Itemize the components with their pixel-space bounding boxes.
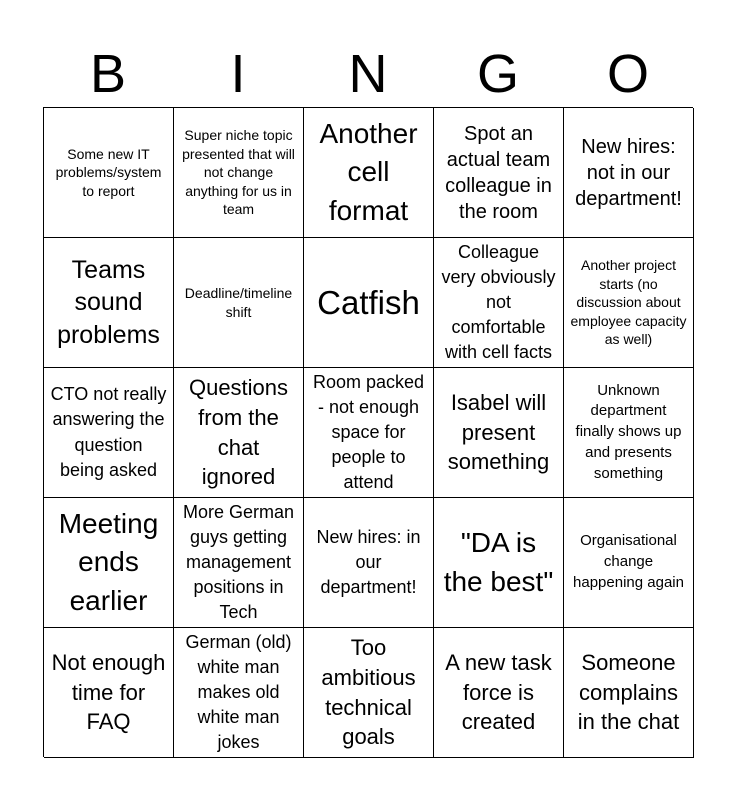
bingo-cell-text: Teams sound problems	[57, 255, 160, 349]
bingo-cell-text: Colleague very obviously not comfortable with cell facts	[441, 241, 556, 363]
bingo-cell-text: Meeting ends earlier	[58, 507, 159, 616]
bingo-cell-text: Room packed - not enough space for people to attend	[312, 371, 425, 493]
bingo-cell[interactable]	[434, 498, 564, 628]
bingo-cell[interactable]	[434, 238, 564, 368]
bingo-cell[interactable]	[174, 498, 304, 628]
bingo-cell-text: Unknown department finally shows up and presents something	[575, 381, 682, 482]
bingo-cell[interactable]	[434, 368, 564, 498]
bingo-cell-text: Spot an actual team colleague in the room	[445, 122, 552, 223]
bingo-cell[interactable]	[304, 238, 434, 368]
bingo-cell-text: CTO not really answering the question being asked	[50, 384, 167, 480]
header-letter-o: O	[606, 44, 649, 104]
bingo-cell-text: Some new IT problems/system to report	[55, 145, 162, 199]
bingo-cell[interactable]	[44, 628, 174, 758]
header-letter-g: G	[476, 44, 519, 104]
header-letter-b: B	[89, 44, 127, 104]
header-letter-i: I	[230, 44, 246, 104]
bingo-cell-text: Catfish	[317, 283, 420, 321]
bingo-cell-text: Super niche topic presented that will not change anything for us in team	[182, 127, 295, 218]
bingo-cell-text: Another cell format	[319, 117, 418, 226]
bingo-cell[interactable]	[44, 368, 174, 498]
bingo-cell[interactable]	[564, 368, 694, 498]
header-letter-n: N	[348, 44, 388, 104]
bingo-cell[interactable]	[174, 368, 304, 498]
bingo-cell-text: New hires: in our department!	[316, 526, 421, 598]
bingo-cell-text: More German guys getting management positions in Tech	[182, 501, 295, 623]
bingo-cell-text: Isabel will present something	[447, 389, 550, 475]
bingo-cell-text: "DA is the best"	[443, 527, 554, 597]
bingo-cell-text: New hires: not in our department!	[575, 135, 682, 210]
bingo-cell[interactable]	[434, 628, 564, 758]
bingo-cell[interactable]	[44, 108, 174, 238]
bingo-cell[interactable]	[174, 238, 304, 368]
bingo-header	[43, 40, 693, 108]
bingo-cell[interactable]	[564, 628, 694, 758]
bingo-cell[interactable]	[304, 628, 434, 758]
bingo-cell[interactable]	[564, 108, 694, 238]
bingo-board	[43, 107, 693, 757]
bingo-cell-text: Not enough time for FAQ	[51, 649, 166, 735]
bingo-cell[interactable]	[44, 238, 174, 368]
bingo-cell[interactable]	[564, 238, 694, 368]
bingo-cell[interactable]	[174, 628, 304, 758]
bingo-cell-text: Deadline/timeline shift	[184, 285, 293, 320]
bingo-cell-text: A new task force is created	[445, 649, 552, 735]
bingo-cell-text: Another project starts (no discussion about employee capacity as well)	[570, 257, 687, 348]
bingo-cell[interactable]	[564, 498, 694, 628]
bingo-cell[interactable]	[304, 368, 434, 498]
bingo-cell[interactable]	[304, 498, 434, 628]
bingo-cell-text: Questions from the chat ignored	[188, 374, 289, 490]
bingo-cell[interactable]	[174, 108, 304, 238]
bingo-cell[interactable]	[44, 498, 174, 628]
bingo-cell[interactable]	[304, 108, 434, 238]
bingo-cell-text: German (old) white man makes old white man jokes	[185, 631, 292, 753]
bingo-cell[interactable]	[434, 108, 564, 238]
bingo-cell-text: Someone complains in the chat	[577, 649, 680, 735]
bingo-cell-text: Organisational change happening again	[573, 532, 684, 591]
bingo-cell-text: Too ambitious technical goals	[321, 634, 416, 750]
